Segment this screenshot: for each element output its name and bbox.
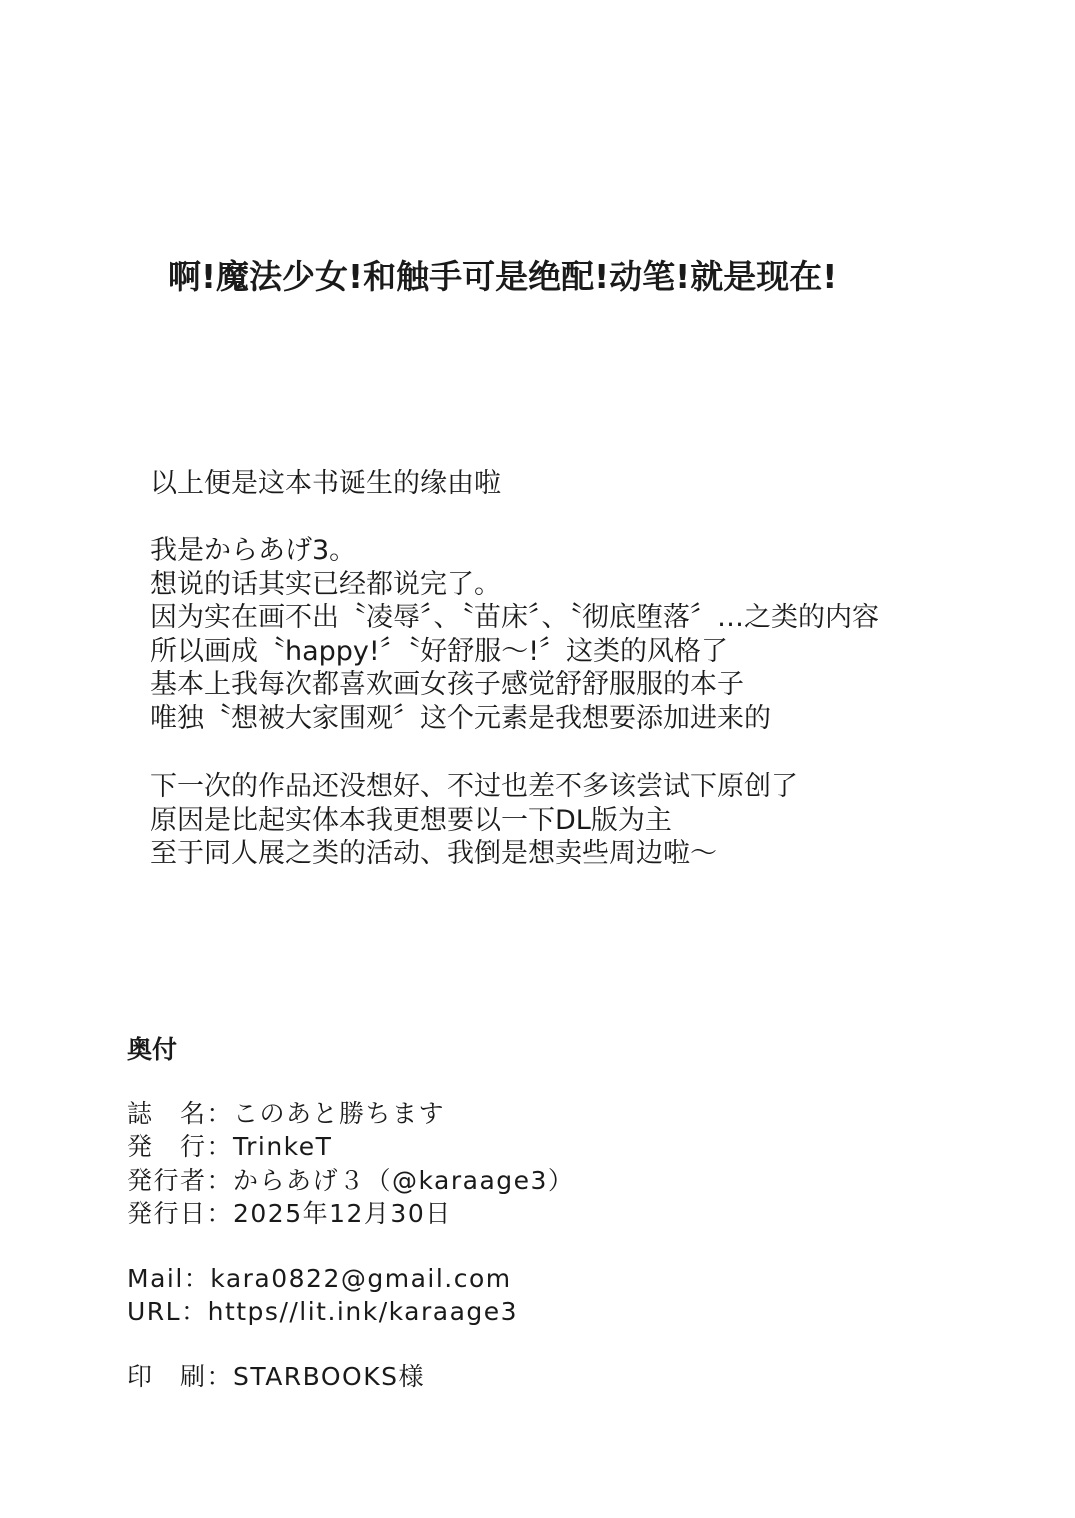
page-headline: 啊!魔法少女!和触手可是绝配!动笔!就是现在! <box>168 257 838 296</box>
text-line: 所以画成〝happy!〞〝好舒服～!〞这类的风格了 <box>150 635 729 667</box>
future-plans-paragraph <box>150 770 950 871</box>
text-line: 想说的话其实已经都说完了。 <box>150 568 501 600</box>
main-paragraph <box>150 534 950 735</box>
colophon-publisher-row: 発 行：TrinkeT <box>127 1132 333 1162</box>
colophon-mail-row: Mail：kara0822@gmail.com <box>127 1264 512 1293</box>
text-line: 基本上我每次都喜欢画女孩子感觉舒舒服服的本子 <box>150 669 744 700</box>
colophon-title-row: 誌 名：このあと勝ちます <box>127 1099 446 1128</box>
colophon-printing-info <box>127 1360 827 1393</box>
colophon-publication-info <box>127 1097 827 1230</box>
text-line: 我是からあげ3。 <box>150 535 357 566</box>
text-line: 原因是比起实体本我更想要以一下DL版为主 <box>150 804 672 836</box>
colophon-contact-info <box>127 1262 827 1329</box>
colophon-heading: 奥付 <box>127 1035 178 1064</box>
colophon-author-row: 発行者：からあげ３（@karaage3） <box>127 1165 575 1195</box>
colophon-date-row: 発行日：2025年12月30日 <box>127 1198 452 1228</box>
colophon-url-row: URL：https//lit.ink/karaage3 <box>127 1297 519 1327</box>
text-line: 下一次的作品还没想好、不过也差不多该尝试下原创了 <box>150 771 798 802</box>
text-line: 以上便是这本书诞生的缘由啦 <box>150 468 501 499</box>
intro-paragraph <box>150 467 950 501</box>
text-line: 至于同人展之类的活动、我倒是想卖些周边啦～ <box>150 838 717 869</box>
colophon-printer-row: 印 刷：STARBOOKS様 <box>127 1362 426 1391</box>
text-line: 因为实在画不出〝凌辱〞、〝苗床〞、〝彻底堕落〞…之类的内容 <box>150 602 879 633</box>
text-line: 唯独〝想被大家围观〞这个元素是我想要添加进来的 <box>150 702 771 734</box>
